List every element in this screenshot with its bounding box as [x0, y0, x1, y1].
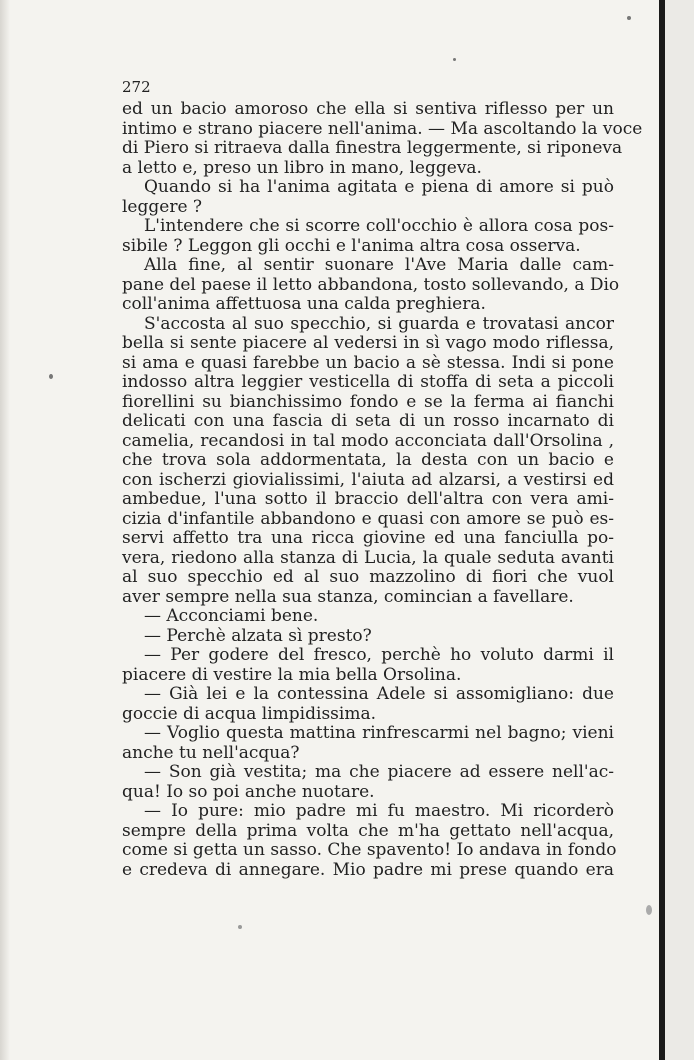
text-line: — Per godere del fresco, perchè ho voluto darmi il — [144, 645, 614, 665]
text-line: qua! Io so poi anche nuotare. — [122, 781, 375, 802]
text-line: di Piero si ritraeva dalla finestra leggermente, si riponeva — [122, 138, 623, 158]
page-number: 272 — [122, 78, 151, 96]
text-line: — Già lei e la contessina Adele si assomigliano: due — [144, 684, 614, 704]
text-line: — Acconciami bene. — [144, 606, 319, 626]
text-line: vera, riedono alla stanza di Lucia, la quale seduta avanti — [122, 547, 614, 568]
text-line: L'intendere che si scorre coll'occhio è allora cosa pos- — [144, 216, 614, 236]
text-line: sempre della prima volta che m'ha gettato nell'acqua, — [122, 820, 614, 841]
text-line: — Perchè alzata sì presto? — [144, 625, 372, 646]
text-line: bella si sente piacere al vedersi in sì vago modo riflessa, — [122, 333, 614, 353]
text-line: fiorellini su bianchissimo fondo e se la ferma ai fianchi — [122, 391, 614, 412]
text-line: servi affetto tra una ricca giovine ed una fanciulla po- — [122, 528, 614, 548]
page-gutter-shadow — [0, 0, 10, 1060]
text-line: e credeva di annegare. Mio padre mi prese quando era — [122, 859, 614, 880]
text-line: pane del paese il letto abbandona, tosto sollevando, a Dio — [122, 274, 620, 295]
text-line: intimo e strano piacere nell'anima. — Ma ascoltando la voce — [122, 118, 643, 139]
page-speck — [646, 905, 652, 915]
text-line: si ama e quasi farebbe un bacio a sè stessa. Indi si pone — [122, 352, 614, 373]
page-outer-margin — [665, 0, 694, 1060]
text-line: Quando si ha l'anima agitata e piena di amore si può — [144, 177, 614, 197]
text-line: cizia d'infantile abbandono e quasi con amore se può es- — [122, 508, 614, 529]
page-text — [122, 99, 643, 880]
text-line: al suo specchio ed al suo mazzolino di fiori che vuol — [122, 567, 614, 587]
text-line: — Io pure: mio padre mi fu maestro. Mi ricorderò — [144, 801, 614, 821]
text-line: sibile ? Leggon gli occhi e l'anima altra cosa osserva. — [122, 235, 581, 256]
text-line: che trova sola addormentata, la desta con un bacio e — [122, 450, 614, 470]
page-speck — [453, 58, 456, 61]
text-line: camelia, recandosi in tal modo acconciata dall'Orsolina , — [122, 430, 614, 451]
text-line: ambedue, l'una sotto il braccio dell'altra con vera ami- — [122, 489, 614, 509]
text-line: a letto e, preso un libro in mano, leggeva. — [122, 157, 482, 178]
text-line: ed un bacio amoroso che ella si sentiva riflesso per un — [122, 99, 614, 119]
page-speck — [238, 925, 242, 929]
text-line: piacere di vestire la mia bella Orsolina. — [122, 664, 462, 685]
text-line: — Son già vestita; ma che piacere ad essere nell'ac- — [144, 762, 614, 782]
text-line: aver sempre nella sua stanza, comincian a favellare. — [122, 586, 574, 607]
text-line: goccie di acqua limpidissima. — [122, 703, 376, 724]
page-speck — [627, 16, 631, 20]
text-line: anche tu nell'acqua? — [122, 742, 300, 763]
text-line: come si getta un sasso. Che spavento! Io andava in fondo — [122, 840, 617, 860]
text-line: indosso altra leggier vesticella di stoffa di seta a piccoli — [122, 372, 614, 392]
text-line: — Voglio questa mattina rinfrescarmi nel bagno; vieni — [144, 723, 614, 743]
text-line: con ischerzi giovialissimi, l'aiuta ad alzarsi, a vestirsi ed — [122, 469, 614, 490]
text-line: leggere ? — [122, 196, 203, 217]
text-line: delicati con una fascia di seta di un rosso incarnato di — [122, 411, 614, 431]
text-line: Alla fine, al sentir suonare l'Ave Maria dalle cam- — [144, 255, 614, 275]
page-speck — [49, 374, 53, 379]
text-line: coll'anima affettuosa una calda preghiera. — [122, 294, 486, 314]
text-line: S'accosta al suo specchio, si guarda e trovatasi ancor — [144, 313, 614, 334]
